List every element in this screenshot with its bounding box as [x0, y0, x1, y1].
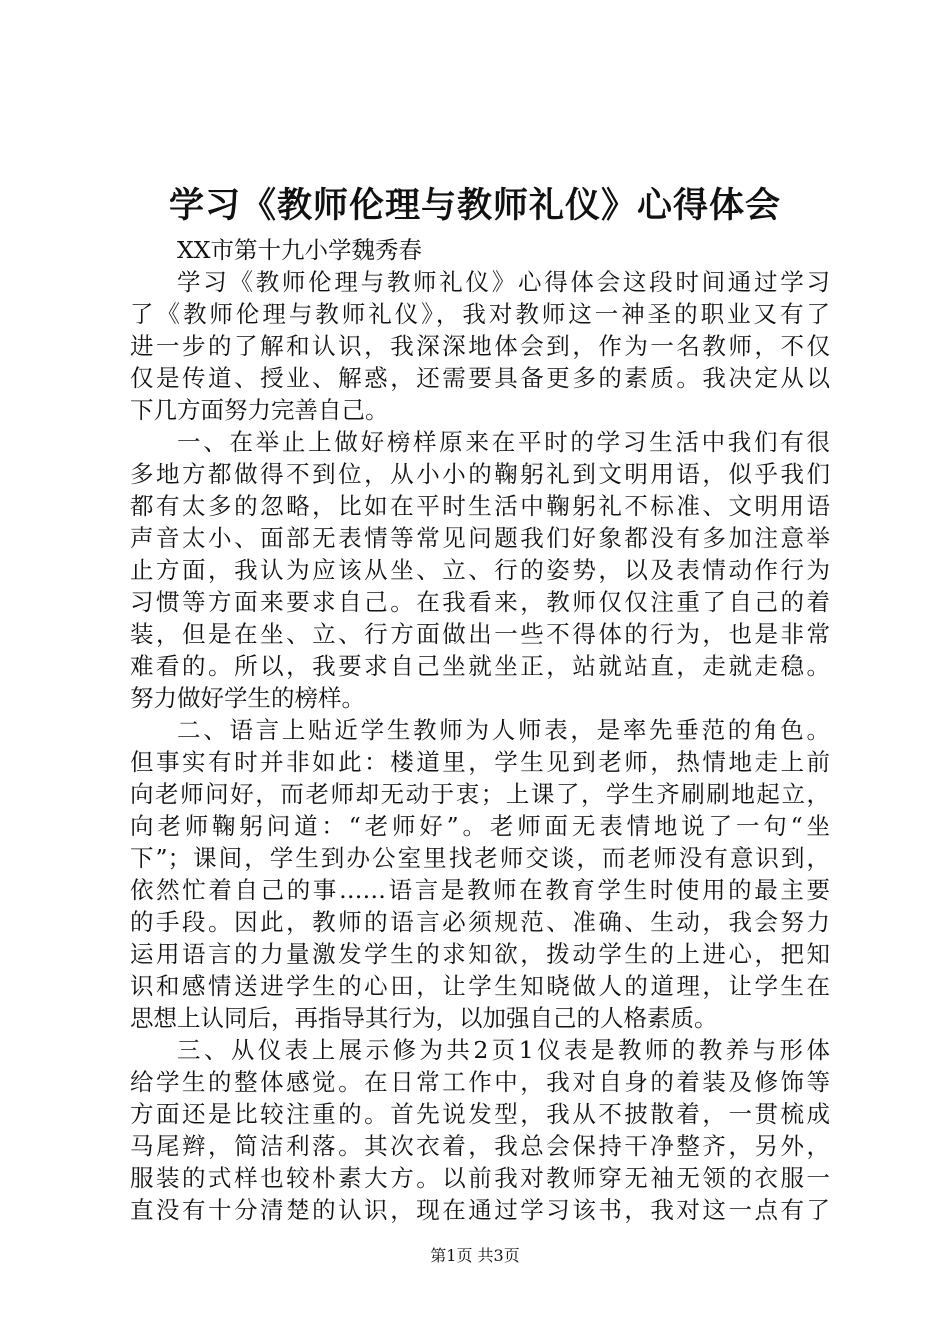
paragraph-line: 向老师问好，而老师却无动于衷；上课了，学生齐刷刷地起立，: [130, 780, 830, 808]
paragraph-line: 进一步的了解和认识，我深深地体会到，作为一名教师，不仅: [130, 332, 830, 360]
paragraph-line: 努力做好学生的榜样。: [130, 684, 365, 712]
paragraph-line: 的手段。因此，教师的语言必须规范、准确、生动，我会努力: [130, 908, 830, 936]
paragraph-line: 二、语言上贴近学生教师为人师表，是率先垂范的角色。: [177, 716, 830, 744]
paragraph-line: 下”；课间，学生到办公室里找老师交谈，而老师没有意识到，: [130, 844, 830, 872]
paragraph-line: 依然忙着自己的事……语言是教师在教育学生时使用的最主要: [130, 876, 830, 904]
author-line: XX市第十九小学魏秀春: [177, 236, 422, 264]
paragraph-line: 声音太小、面部无表情等常见问题我们好象都没有多加注意举: [130, 524, 830, 552]
paragraph-line: 多地方都做得不到位，从小小的鞠躬礼到文明用语，似乎我们: [130, 460, 830, 488]
paragraph-line: 装，但是在坐、立、行方面做出一些不得体的行为，也是非常: [130, 620, 830, 648]
paragraph-line: 但事实有时并非如此：楼道里，学生见到老师，热情地走上前: [130, 748, 830, 776]
paragraph-line: 都有太多的忽略，比如在平时生活中鞠躬礼不标准、文明用语: [130, 492, 830, 520]
paragraph-line: 了《教师伦理与教师礼仪》，我对教师这一神圣的职业又有了: [130, 300, 830, 328]
paragraph-line: 直没有十分清楚的认识，现在通过学习该书，我对这一点有了: [130, 1196, 830, 1224]
paragraph-line: 思想上认同后，再指导其行为，以加强自己的人格素质。: [130, 1004, 718, 1032]
paragraph-line: 识和感情送进学生的心田，让学生知晓做人的道理，让学生在: [130, 972, 830, 1000]
paragraph-line: 运用语言的力量激发学生的求知欲，拨动学生的上进心，把知: [130, 940, 830, 968]
paragraph-line: 止方面，我认为应该从坐、立、行的姿势，以及表情动作行为: [130, 556, 830, 584]
page-number-footer: 第1页 共3页: [430, 1246, 520, 1265]
paragraph-line: 三、从仪表上展示修为共2页1仪表是教师的教养与形体: [177, 1036, 830, 1064]
document-title: 学习《教师伦理与教师礼仪》心得体会: [168, 185, 781, 226]
paragraph-line: 马尾辫，简洁利落。其次衣着，我总会保持干净整齐，另外，: [130, 1132, 830, 1160]
paragraph-line: 给学生的整体感觉。在日常工作中，我对自身的着装及修饰等: [130, 1068, 830, 1096]
paragraph-line: 学习《教师伦理与教师礼仪》心得体会这段时间通过学习: [177, 268, 830, 296]
paragraph-line: 服装的式样也较朴素大方。以前我对教师穿无袖无领的衣服一: [130, 1164, 830, 1192]
paragraph-line: 一、在举止上做好榜样原来在平时的学习生活中我们有很: [177, 428, 830, 456]
paragraph-line: 习惯等方面来要求自己。在我看来，教师仅仅注重了自己的着: [130, 588, 830, 616]
document-body: [130, 234, 830, 1226]
paragraph-line: 下几方面努力完善自己。: [130, 396, 389, 424]
paragraph-line: 方面还是比较注重的。首先说发型，我从不披散着，一贯梳成: [130, 1100, 830, 1128]
paragraph-line: 难看的。所以，我要求自己坐就坐正，站就站直，走就走稳。: [130, 652, 830, 680]
paragraph-line: 仅是传道、授业、解惑，还需要具备更多的素质。我决定从以: [130, 364, 830, 392]
paragraph-line: 向老师鞠躬问道：“老师好”。老师面无表情地说了一句“坐: [130, 812, 830, 840]
